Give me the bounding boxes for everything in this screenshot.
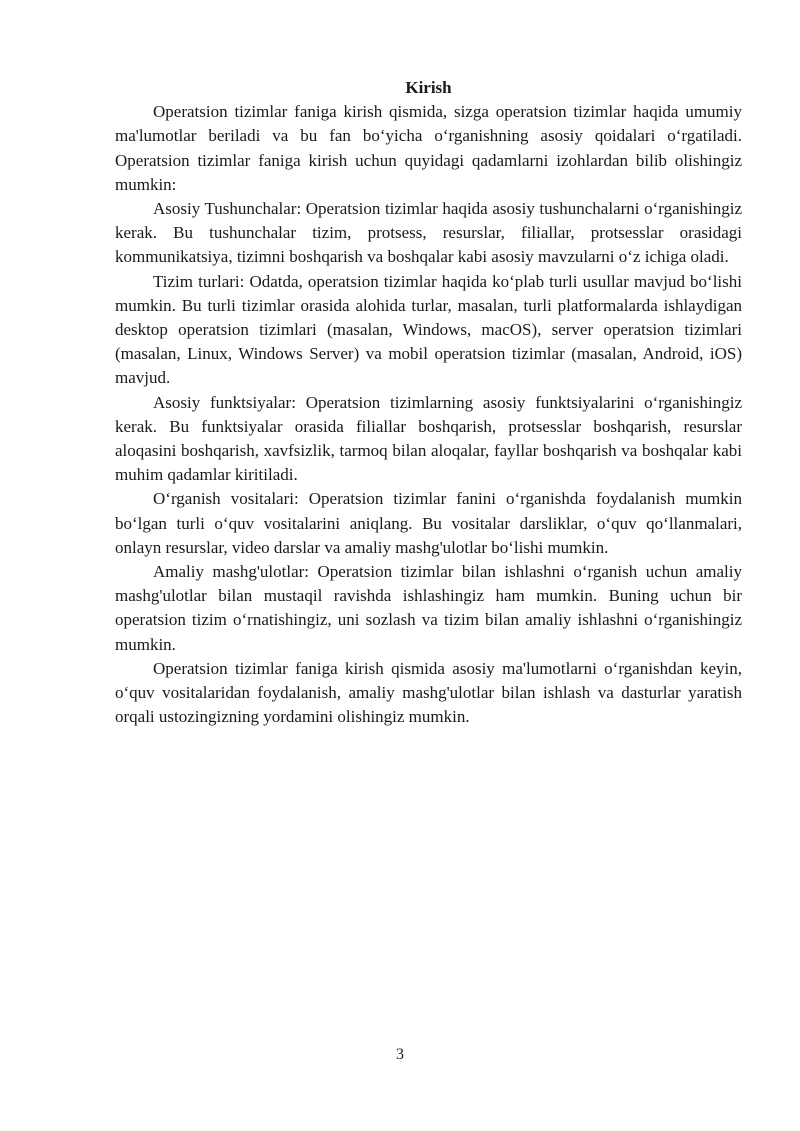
paragraph-intro: Operatsion tizimlar faniga kirish qismida, sizga operatsion tizimlar haqida umumiy ma'lumotlar beriladi va bu fan bo‘yicha o‘rganishning asosiy qoidalari o‘rgatiladi. Operatsion tizimlar faniga kirish uchun quyidagi qadamlarni izohlardan bilib olishingiz mumkin: [115, 102, 742, 194]
paragraph-basic-functions: Asosiy funktsiyalar: Operatsion tizimlarning asosiy funktsiyalarini o‘rganishingiz kerak. Bu funktsiyalar orasida filiallar boshqarish, protsesslar boshqarish, resurslar aloqasini boshqarish, xavfsizlik, tarmoq bilan aloqalar, fayllar boshqarish va boshqalar kabi muhim qadamlar kiritiladi. [115, 392, 742, 485]
paragraph-learning-tools: O‘rganish vositalari: Operatsion tizimlar fanini o‘rganishda foydalanish mumkin bo‘lgan turli o‘quv vositalarini aniqlang. Bu vositalar darsliklar, o‘quv qo‘llanmalari, onlayn resurslar, video darslar va amaliy mashg'ulotlar bo‘lishi mumkin. [115, 489, 742, 557]
page-title: Kirish [405, 78, 452, 97]
page-number: 3 [396, 1046, 404, 1063]
paragraph-conclusion: Operatsion tizimlar faniga kirish qismida asosiy ma'lumotlarni o‘rganishdan keyin, o‘quv vositalaridan foydalanish, amaliy mashg'ulotlar bilan ishlash va dasturlar yaratish orqali ustozingizning yordamini olishingiz mumkin. [115, 658, 742, 727]
paragraph-practical-exercises: Amaliy mashg'ulotlar: Operatsion tizimlar bilan ishlashni o‘rganish uchun amaliy mashg'ulotlar bilan mustaqil ravishda ishlashingiz ham mumkin. Buning uchun bir operatsion tizim o‘rnatishingiz, uni sozlash va tizim bilan amaliy ishlashni o‘rganishingiz mumkin. [115, 562, 742, 654]
paragraph-system-types: Tizim turlari: Odatda, operatsion tizimlar haqida ko‘plab turli usullar mavjud bo‘lishi mumkin. Bu turli tizimlar orasida alohida turlar, masalan, turli platformalarda ishlaydigan desktop operatsion tizimlari (masalan, Windows, macOS), server operatsion tizimlari (masalan, Linux, Windows Server) va mobil operatsion tizimlar (masalan, Android, iOS) mavjud. [115, 271, 742, 388]
paragraph-basic-concepts: Asosiy Tushunchalar: Operatsion tizimlar haqida asosiy tushunchalarni o‘rganishingiz kerak. Bu tushunchalar tizim, protsess, resurslar, filiallar, protsesslar orasidagi kommunikatsiya, tizimni boshqarish va boshqalar kabi asosiy mavzularni o‘z ichiga oladi. [115, 199, 742, 267]
page-content [115, 76, 742, 729]
